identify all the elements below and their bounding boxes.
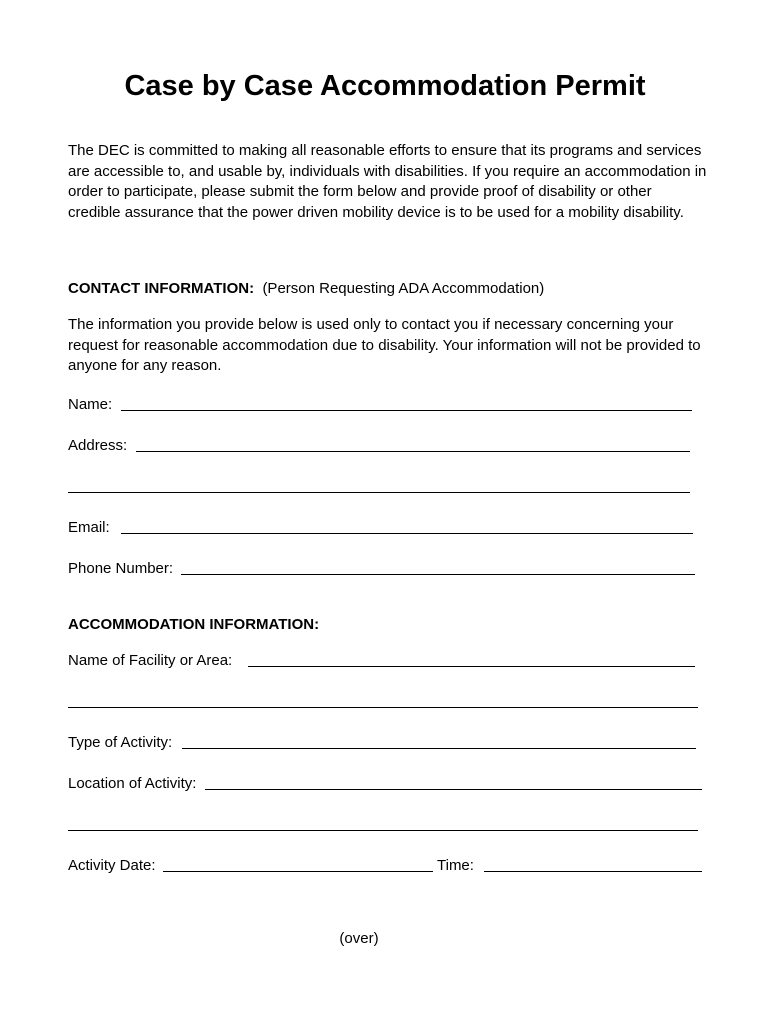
address-field-line-2[interactable] <box>68 492 690 493</box>
activity-date-label: Activity Date: <box>68 857 156 874</box>
activity-type-label: Type of Activity: <box>68 734 173 751</box>
contact-subheading: (Person Requesting ADA Accommodation) <box>262 280 545 297</box>
facility-field-line-1[interactable] <box>248 666 695 667</box>
phone-field[interactable] <box>181 574 695 575</box>
email-field[interactable] <box>121 533 693 534</box>
page-title: Case by Case Accommodation Permit <box>124 70 646 102</box>
activity-type-field[interactable] <box>182 748 696 749</box>
contact-note: The information you provide below is used only to contact you if necessary concerning your request for reasonable accommodation due to disability. Your information will not be provided to anyone for any reason. <box>68 316 701 375</box>
name-label: Name: <box>68 396 113 413</box>
address-label: Address: <box>68 437 128 454</box>
facility-label: Name of Facility or Area: <box>68 652 233 669</box>
location-label: Location of Activity: <box>68 775 197 792</box>
contact-heading: CONTACT INFORMATION: <box>68 280 255 297</box>
activity-date-field[interactable] <box>163 871 433 872</box>
time-label: Time: <box>437 857 474 874</box>
accommodation-heading: ACCOMMODATION INFORMATION: <box>68 616 320 633</box>
facility-field-line-2[interactable] <box>68 707 698 708</box>
contact-section-heading <box>68 280 544 297</box>
name-field[interactable] <box>121 410 692 411</box>
over-note: (over) <box>339 930 379 947</box>
intro-paragraph: The DEC is committed to making all reasonable efforts to ensure that its programs and services are accessible to, and usable by, individuals with disabilities. If you require an accommodation in order to participate, please submit the form below and provide proof of disability or other credible assurance that the power driven mobility device is to be used for a mobility disability. <box>68 142 707 221</box>
location-field-line-2[interactable] <box>68 830 698 831</box>
location-field-line-1[interactable] <box>205 789 702 790</box>
email-label: Email: <box>68 519 110 536</box>
address-field-line-1[interactable] <box>136 451 690 452</box>
time-field[interactable] <box>484 871 702 872</box>
accommodation-section-heading <box>68 616 319 633</box>
phone-label: Phone Number: <box>68 560 174 577</box>
